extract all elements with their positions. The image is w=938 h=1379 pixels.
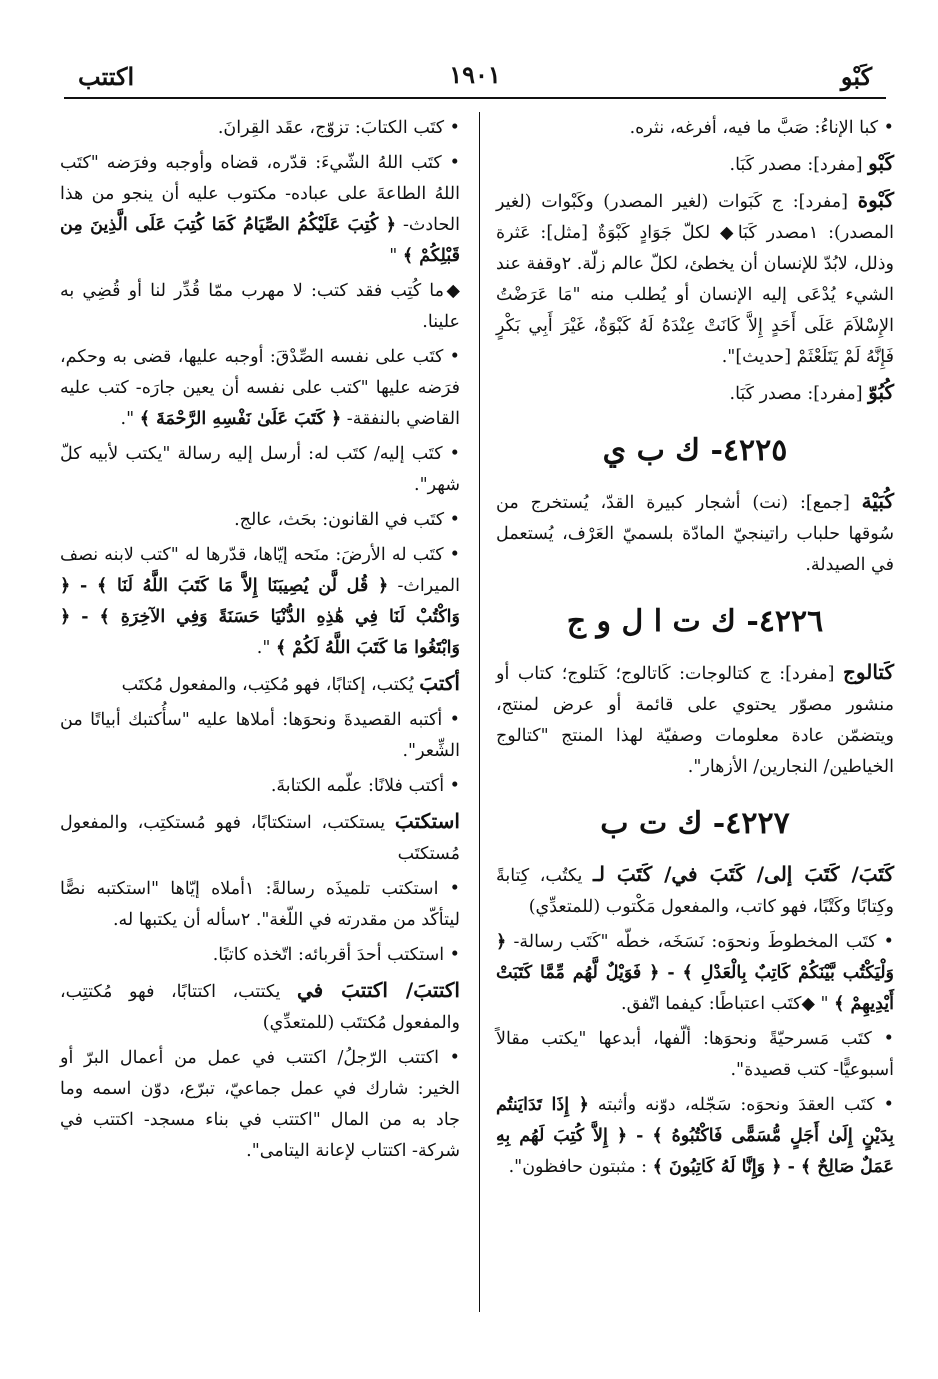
headword: استكتبَ xyxy=(394,809,460,833)
headword: كَتالوج xyxy=(843,660,894,684)
entry-text: يكتتب، اكتتابًا، فهو مُكتتِب، والمفعول مُكتتَب (للمتعدِّي) xyxy=(60,982,460,1033)
entry-paragraph xyxy=(496,148,894,181)
entry-text: " xyxy=(389,246,403,266)
entry-paragraph: • كتَب في القانون: بحَث، عالج. xyxy=(234,510,460,530)
entry-text: • كتَب العقدَ ونحوَه: سَجّله، دوّنه وأثبته xyxy=(588,1095,894,1115)
quran-quote: ﴿ كُتِبَ عَلَيْكُمُ الصِّيَامُ كَمَا كُتِبَ عَلَى الَّذِينَ مِن قَبْلِكُمْ ﴾ xyxy=(60,215,460,266)
headword: كُبَيْة xyxy=(861,489,894,513)
quran-quote: ﴿ وَلْيَكْتُب بَّيْنَكُمْ كَاتِبٌ بِالْعَدْلِ ﴾ - ﴿ فَوَيْلٌ لَّهُم مِّمَّا كَتَبَتْ أَيْدِيهِمْ ﴾ xyxy=(496,932,894,1014)
entry-text: [مفرد]: مصدر كَبَا. xyxy=(729,384,869,404)
entry-text: [مفرد]: ج كتالوجات: كَاتالوج؛ كَتلوج؛ كتاب أو منشور مصوّر يحتوي على قائمة أو عرض لمنتج، ويتضمّن عادة معلومات وصفيّة لهذا المنتج "كتالوج الخياطين/ النجارين/ الأزهار". xyxy=(496,664,894,777)
header-right-word: كَبْو xyxy=(840,62,872,91)
entry-paragraph xyxy=(60,148,460,272)
entry-text: يستكتب، استكتابًا، فهو مُستكتِب، والمفعول مُستكتَب xyxy=(60,813,460,864)
entry-text: يُكتب، إكتابًا، فهو مُكتِب، والمفعول مُكتَب xyxy=(121,675,420,695)
headword: كَبْوة xyxy=(857,188,894,212)
entry-text: [مفرد]: ج كَبَوات (لغير المصدر) وكَبْوات (لغير المصدر): ١مصدر كَبَا◆ لكلّ جَوَادٍ كَبْوَةٌ [مثل]: عَثرة وذلل، لابُدّ للإنسان أن يخطئ، لكلّ عالم زلّة. ٢وقفة عند الشيء يُدْعَى إليه الإنسان أو يُطلب منه "مَا عَرَضْتُ الإِسْلاَمَ عَلَى أَحَدٍ إِلاَّ كَانَتْ عِنْدَهُ لَهُ كَبْوَةٌ، غَيْرَ أَبِي بَكْرٍ فَإِنَّهُ لَمْ يَتَلَعْثَمْ [حديث]". xyxy=(496,192,894,367)
column-divider xyxy=(479,112,480,1312)
entry-text: [جمع]: (نت) أشجار كبيرة القدّ، يُستخرج من سُوقها حلباب راتينجيّ المادّة بلسميّ العَرْف، يُستعمل في الصيدلة. xyxy=(496,493,894,575)
entry-paragraph xyxy=(60,342,460,435)
headword: أكتبَ xyxy=(419,671,460,695)
root-heading: ٤٢٢٦- ك ت ا ل و ج xyxy=(566,604,824,639)
entry-text: [مفرد]: مصدر كَبَا. xyxy=(729,155,869,175)
headword: كُبُوّ xyxy=(868,380,894,404)
page-number: ١٩٠١ xyxy=(449,60,501,89)
root-heading: ٤٢٢٧- ك ت ب xyxy=(600,806,790,841)
entry-paragraph xyxy=(496,657,894,783)
header-rule xyxy=(64,97,886,99)
quran-quote: ﴿ كَتَبَ عَلَىٰ نَفْسِهِ الرَّحْمَةَ ﴾ xyxy=(139,409,342,429)
entry-paragraph xyxy=(496,185,894,373)
entry-text: • كتَب المخطوطَ ونحوَه: نَسَخَه، خطّه "كَتَب رسالة- xyxy=(506,932,894,952)
entry-text: • كتَب على نفسه الصِّدْقَ: أوجبه عليها، قضى به وحكم، فرَضه عليها "كتب على نفسه أن يعين جارَه- كتب عليه القاضي بالنفقة- xyxy=(60,347,460,429)
entry-paragraph: • كبا الإناءُ: صَبَّ ما فيه، أفرغه، نثره. xyxy=(629,118,894,138)
headword: كَتَبَ/ كَتَبَ إلى/ كَتَبَ في/ كَتَبَ لـ xyxy=(592,862,894,886)
entry-text: ". xyxy=(120,409,140,429)
right-column xyxy=(496,113,894,1187)
entry-text: : مثبتون حافظون". xyxy=(508,1157,653,1177)
page-header xyxy=(70,52,880,92)
entry-paragraph xyxy=(60,668,460,701)
entry-paragraph xyxy=(60,975,460,1039)
entry-text: • كتَب له الأرضَ: منَحه إيّاها، قدّرها له "كتب لابنه نصف الميراث- xyxy=(60,545,461,596)
quran-quote: ﴿ إِذَا تَدَايَنتُم بِدَيْنٍ إِلَىٰ أَجَلٍ مُّسَمًّى فَاكْتُبُوهُ ﴾ - ﴿ إِلاَّ كُتِبَ لَهُم بِهِ عَمَلٌ صَالِحٌ ﴾ - ﴿ وَإِنَّا لَهُ كَاتِبُونَ ﴾ xyxy=(496,1095,894,1177)
header-left-word: اكتتب xyxy=(78,62,135,91)
entry-paragraph: • استكتب تلميذَه رسالةً: ١أملاه إيّاها "استكتبه نصًّا ليتأكّد من مقدرته في اللّغة". ٢سأله أن يكتبها له. xyxy=(60,879,460,930)
entry-paragraph: • استكتب أحدَ أقربائه: اتّخذه كاتبًا. xyxy=(212,945,460,965)
entry-paragraph: • كتَب مَسرحيّةً ونحوَها: ألّفها، أبدعها "يكتب مقالاً أسبوعيًّا- كتب قصيدة". xyxy=(496,1029,894,1080)
entry-paragraph xyxy=(60,806,460,870)
entry-text: يكتُب، كِتابةً وكِتابًا وكَتْبًا، فهو كاتب، والمفعول مَكْتوب (للمتعدِّي) xyxy=(496,866,894,917)
entry-paragraph xyxy=(496,927,894,1020)
entry-paragraph xyxy=(496,486,894,581)
left-column xyxy=(60,113,460,1171)
quran-quote: ﴿ قُل لَّن يُصِيبَنَا إِلاَّ مَا كَتَبَ اللَّهُ لَنَا ﴾ - ﴿ وَاكْتُبْ لَنَا فِي هَٰذِهِ الدُّنْيَا حَسَنَةً وَفِي الآخِرَةِ ﴾ - ﴿ وَابْتَغُوا مَا كَتَبَ اللَّهُ لَكُمْ ﴾ xyxy=(60,576,460,658)
entry-paragraph xyxy=(496,859,894,923)
headword: اكتتبَ/ اكتتبَ في xyxy=(296,978,460,1002)
entry-paragraph xyxy=(496,377,894,410)
headword: كَبْو xyxy=(868,151,894,175)
entry-paragraph: • اكتتب الرّجلُ/ اكتتب في عمل من أعمال البرّ أو الخير: شارك في عمل جماعيّ، تبرّع، دوّن اسمه وما جاد به من المال "اكتتب في بناء مسجد- اكتتب في شركة- اكتتاب لإعانة اليتامى". xyxy=(60,1048,460,1161)
entry-paragraph: ◆ما كُتِب فقد كتب: لا مهرب ممّا قُدِّر لنا أو قُضِي به علينا. xyxy=(60,281,460,332)
entry-paragraph xyxy=(496,1090,894,1183)
entry-paragraph: • أكتب فلانًا: علّمه الكتابةَ. xyxy=(270,776,460,796)
root-heading: ٤٢٢٥- ك ب ي xyxy=(602,433,788,468)
entry-paragraph: • كتَب إليه/ كتَب له: أرسل إليه رسالة "يكتب لأبيه كلّ شهر". xyxy=(60,444,460,495)
entry-paragraph: • كتَب الكتابَ: تزوّج، عقَد القِرانَ. xyxy=(217,118,460,138)
entry-text: ". xyxy=(256,638,276,658)
entry-text: " ◆كتَب اعتباطًا: كيفما اتّفق. xyxy=(621,994,835,1014)
entry-text: • كتَب اللهُ الشّيءَ: قدّره، قضاه وأوجبه وفرَضه "كتَب اللهُ الطاعةَ على عباده- مكتوب عليه أن ينجو من هذا الحادث- xyxy=(60,153,460,235)
entry-paragraph xyxy=(60,540,460,664)
entry-paragraph: • أكتبه القصيدةَ ونحوَها: أملاها عليه "سأُكتبك أبياتًا من الشِّعر". xyxy=(60,710,460,761)
